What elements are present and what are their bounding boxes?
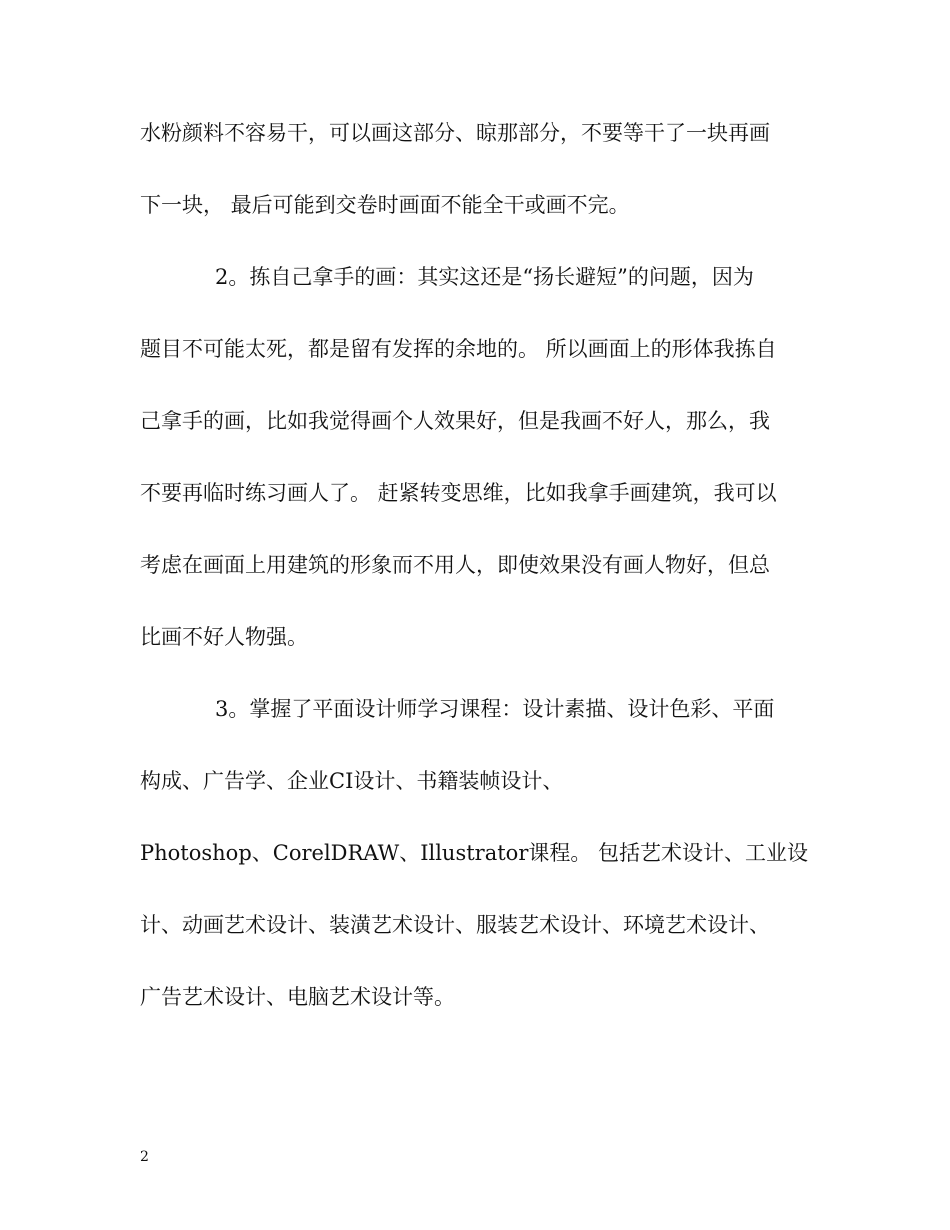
text-line: 题目不可能太死，都是留有发挥的余地的。 所以画面上的形体我拣自 <box>140 337 777 361</box>
text-line: 比画不好人物强。 <box>140 625 308 649</box>
text-line: 广告艺术设计、电脑艺术设计等。 <box>140 985 455 1009</box>
page-number: 2 <box>140 1149 149 1165</box>
text-line: 己拿手的画，比如我觉得画个人效果好，但是我画不好人，那么，我 <box>140 409 770 433</box>
text-line: Photoshop、CorelDRAW、Illustrator课程。 包括艺术设计、工业设 <box>140 841 809 865</box>
text-line: 考虑在画面上用建筑的形象而不用人，即使效果没有画人物好，但总 <box>140 553 770 577</box>
body-text <box>140 121 810 1057</box>
paragraph-start-line: 2。拣自己拿手的画：其实这还是“扬长避短”的问题，因为 <box>215 265 754 289</box>
text-line: 不要再临时练习画人了。 赶紧转变思维，比如我拿手画建筑，我可以 <box>140 481 777 505</box>
paragraph-start-line: 3。掌握了平面设计师学习课程：设计素描、设计色彩、平面 <box>215 697 775 721</box>
text-line: 计、动画艺术设计、装潢艺术设计、服装艺术设计、环境艺术设计、 <box>140 913 770 937</box>
text-line: 下一块， 最后可能到交卷时画面不能全干或画不完。 <box>140 193 630 217</box>
text-line: 构成、广告学、企业CI设计、书籍装帧设计、 <box>140 769 564 793</box>
text-line: 水粉颜料不容易干，可以画这部分、晾那部分，不要等干了一块再画 <box>140 121 770 145</box>
